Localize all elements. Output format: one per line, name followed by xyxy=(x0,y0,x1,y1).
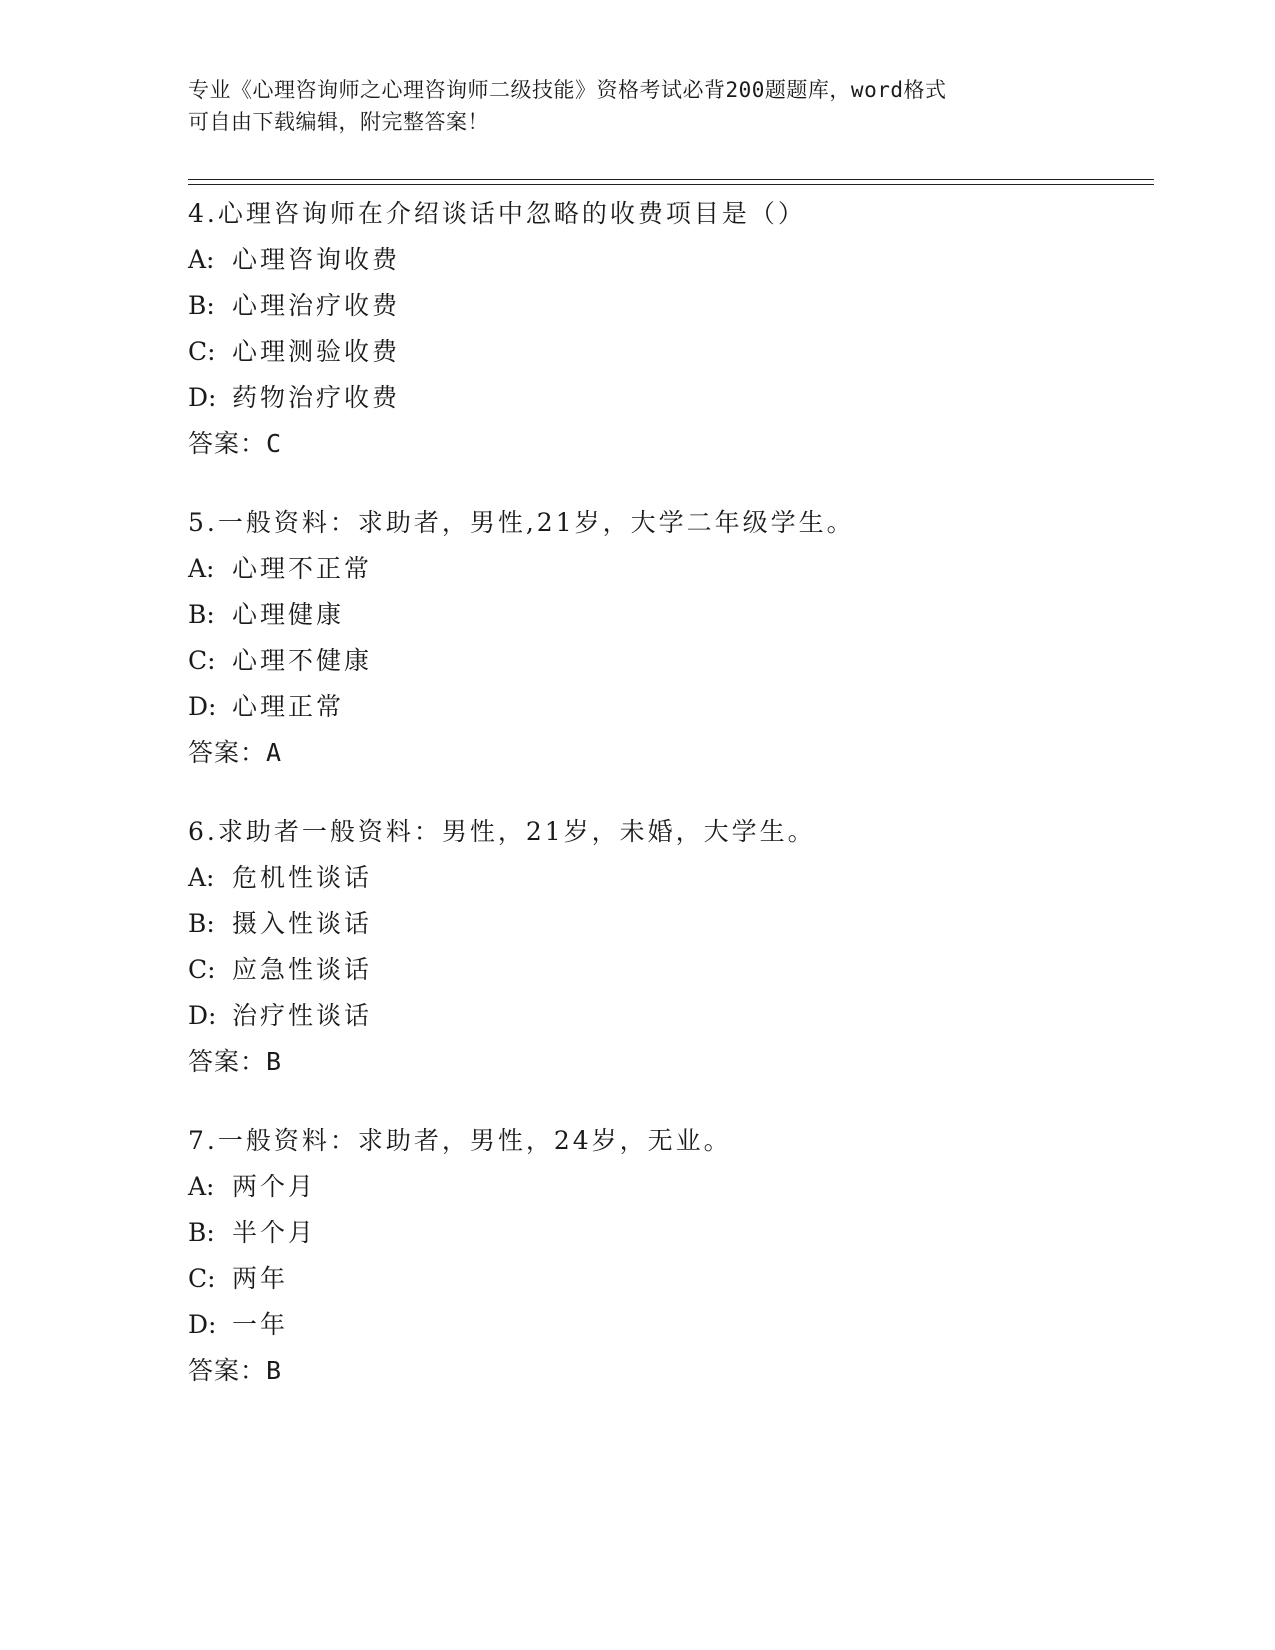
option-letter: C: xyxy=(188,337,216,366)
question-item xyxy=(188,191,1148,467)
answer-value: A xyxy=(266,738,283,767)
option-text: 心理测验收费 xyxy=(232,337,401,366)
option-text: 心理不正常 xyxy=(232,554,373,583)
option-text: 心理正常 xyxy=(232,692,345,721)
option-d xyxy=(188,375,1148,421)
option-letter: C: xyxy=(188,646,216,675)
option-c xyxy=(188,329,1148,375)
option-letter: B: xyxy=(188,1218,215,1247)
option-text: 应急性谈话 xyxy=(232,955,373,984)
option-text: 治疗性谈话 xyxy=(232,1001,373,1030)
header-line-2: 可自由下载编辑，附完整答案！ xyxy=(188,110,489,134)
answer-value: B xyxy=(266,1047,283,1076)
option-c xyxy=(188,638,1148,684)
option-text: 两个月 xyxy=(232,1172,317,1201)
option-text: 一年 xyxy=(232,1310,289,1339)
option-letter: A: xyxy=(188,1172,215,1201)
option-c xyxy=(188,1256,1148,1302)
option-d xyxy=(188,993,1148,1039)
answer-value: B xyxy=(266,1356,283,1385)
option-text: 药物治疗收费 xyxy=(232,383,401,412)
document-header xyxy=(188,74,1068,138)
option-letter: B: xyxy=(188,291,215,320)
header-divider-bottom xyxy=(188,184,1154,185)
option-text: 心理健康 xyxy=(232,600,345,629)
option-letter: D: xyxy=(188,383,217,412)
option-text: 危机性谈话 xyxy=(232,863,373,892)
option-letter: D: xyxy=(188,1310,217,1339)
option-b xyxy=(188,1210,1148,1256)
option-text: 心理治疗收费 xyxy=(232,291,401,320)
option-a xyxy=(188,855,1148,901)
option-b xyxy=(188,283,1148,329)
question-title: 7.一般资料：求助者，男性，24岁，无业。 xyxy=(188,1126,732,1155)
option-c xyxy=(188,947,1148,993)
question-item xyxy=(188,1118,1148,1394)
option-a xyxy=(188,1164,1148,1210)
option-d xyxy=(188,1302,1148,1348)
option-text: 两年 xyxy=(232,1264,289,1293)
option-letter: A: xyxy=(188,554,215,583)
option-letter: D: xyxy=(188,692,217,721)
option-text: 摄入性谈话 xyxy=(232,909,373,938)
option-letter: A: xyxy=(188,863,215,892)
answer-label: 答案： xyxy=(188,738,267,767)
answer-value: C xyxy=(266,429,283,458)
question-item xyxy=(188,500,1148,776)
option-b xyxy=(188,901,1148,947)
header-line-1: 专业《心理咨询师之心理咨询师二级技能》资格考试必背200题题库，word格式 xyxy=(188,78,947,102)
header-divider-top xyxy=(188,179,1154,180)
question-title: 6.求助者一般资料：男性，21岁，未婚，大学生。 xyxy=(188,817,816,846)
option-letter: B: xyxy=(188,909,215,938)
answer-line xyxy=(188,421,1148,467)
option-d xyxy=(188,684,1148,730)
answer-line xyxy=(188,1039,1148,1085)
option-b xyxy=(188,592,1148,638)
answer-label: 答案： xyxy=(188,1047,267,1076)
option-text: 心理咨询收费 xyxy=(232,245,401,274)
option-text: 心理不健康 xyxy=(232,646,373,675)
option-letter: C: xyxy=(188,1264,216,1293)
option-a xyxy=(188,237,1148,283)
option-text: 半个月 xyxy=(232,1218,317,1247)
question-list xyxy=(188,191,1148,1427)
option-letter: A: xyxy=(188,245,215,274)
option-letter: C: xyxy=(188,955,216,984)
answer-line xyxy=(188,1348,1148,1394)
answer-label: 答案： xyxy=(188,1356,267,1385)
question-item xyxy=(188,809,1148,1085)
question-title: 5.一般资料：求助者，男性,21岁，大学二年级学生。 xyxy=(188,508,855,537)
answer-line xyxy=(188,730,1148,776)
question-title: 4.心理咨询师在介绍谈话中忽略的收费项目是（） xyxy=(188,199,806,228)
answer-label: 答案： xyxy=(188,429,267,458)
option-letter: D: xyxy=(188,1001,217,1030)
option-letter: B: xyxy=(188,600,215,629)
option-a xyxy=(188,546,1148,592)
